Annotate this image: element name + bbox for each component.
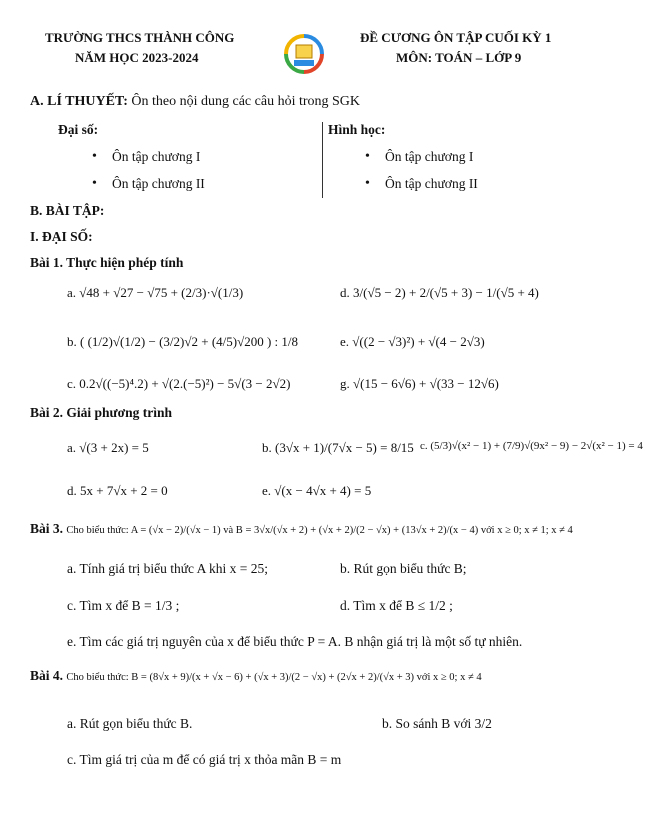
doc-title: ĐỀ CƯƠNG ÔN TẬP CUỐI KỲ 1 [360, 30, 552, 45]
school-year: NĂM HỌC 2023-2024 [75, 50, 199, 65]
bai1-e: e. √((2 − √3)²) + √(4 − 2√3) [340, 334, 485, 349]
bai4-statement: Bài 4. Cho biểu thức: B = (8√x + 9)/(x + √x − 6) + (√x + 3)/(2 − √x) + (2√x + 2)/(√x + 3) với x ≥ 0; x ≠ 4 [30, 668, 482, 683]
algebra-item: • Ôn tập chương II [112, 176, 205, 192]
bai4-c: c. Tìm giá trị của m để có giá trị x thỏa mãn B = m [67, 752, 342, 767]
bai4-a: a. Rút gọn biểu thức B. [67, 716, 193, 731]
geometry-title: Hình học: [328, 122, 386, 137]
algebra-title: Đại số: [58, 122, 99, 137]
subject-title: MÔN: TOÁN – LỚP 9 [396, 50, 522, 65]
bai3-e: e. Tìm các giá trị nguyên của x để biểu thức P = A. B nhận giá trị là một số tự nhiên. [67, 634, 523, 649]
bai3-a: a. Tính giá trị biểu thức A khi x = 25; [67, 561, 269, 576]
bai2-d: d. 5x + 7√x + 2 = 0 [67, 483, 168, 498]
exercises-heading: B. BÀI TẬP: [30, 203, 105, 218]
bai1-c: c. 0.2√((−5)⁴.2) + √(2.(−5)²) − 5√(3 − 2√2) [67, 376, 291, 391]
geometry-item: • Ôn tập chương II [385, 176, 478, 192]
bai2-title: Bài 2. Giải phương trình [30, 405, 172, 420]
bai3-statement: Bài 3. Cho biểu thức: A = (√x − 2)/(√x − 1) và B = 3√x/(√x + 2) + (√x + 2)/(2 − √x) + (13√x + 2)/(x − 4) với x ≥ 0; x ≠ 1; x ≠ 4 [30, 521, 573, 536]
bai3-c: c. Tìm x để B = 1/3 ; [67, 598, 180, 613]
bai2-e: e. √(x − 4√x + 4) = 5 [262, 483, 372, 498]
bai2-c: c. (5/3)√(x² − 1) + (7/9)√(9x² − 9) − 2√(x² − 1) = 4 [420, 440, 643, 452]
school-logo [282, 32, 326, 76]
geometry-item: • Ôn tập chương I [385, 149, 473, 165]
bai4-b: b. So sánh B với 3/2 [382, 716, 492, 731]
bai1-b: b. ( (1/2)√(1/2) − (3/2)√2 + (4/5)√200 ) : 1/8 [67, 334, 299, 349]
bai1-title: Bài 1. Thực hiện phép tính [30, 255, 184, 270]
bai3-b: b. Rút gọn biểu thức B; [340, 561, 467, 576]
theory-heading: A. LÍ THUYẾT: Ôn theo nội dung các câu hỏi trong SGK [30, 94, 361, 109]
algebra-item: • Ôn tập chương I [112, 149, 200, 165]
bai1-g: g. √(15 − 6√6) + √(33 − 12√6) [340, 376, 499, 391]
bai1-a: a. √48 + √27 − √75 + (2/3)·√(1/3) [67, 285, 244, 300]
bai3-d: d. Tìm x để B ≤ 1/2 ; [340, 598, 453, 613]
bai2-b: b. (3√x + 1)/(7√x − 5) = 8/15 [262, 440, 414, 455]
column-divider [322, 122, 323, 198]
algebra-section-heading: I. ĐẠI SỐ: [30, 229, 93, 244]
bai2-a: a. √(3 + 2x) = 5 [67, 440, 149, 455]
school-name: TRƯỜNG THCS THÀNH CÔNG [45, 30, 235, 45]
bai1-d: d. 3/(√5 − 2) + 2/(√5 + 3) − 1/(√5 + 4) [340, 285, 539, 300]
